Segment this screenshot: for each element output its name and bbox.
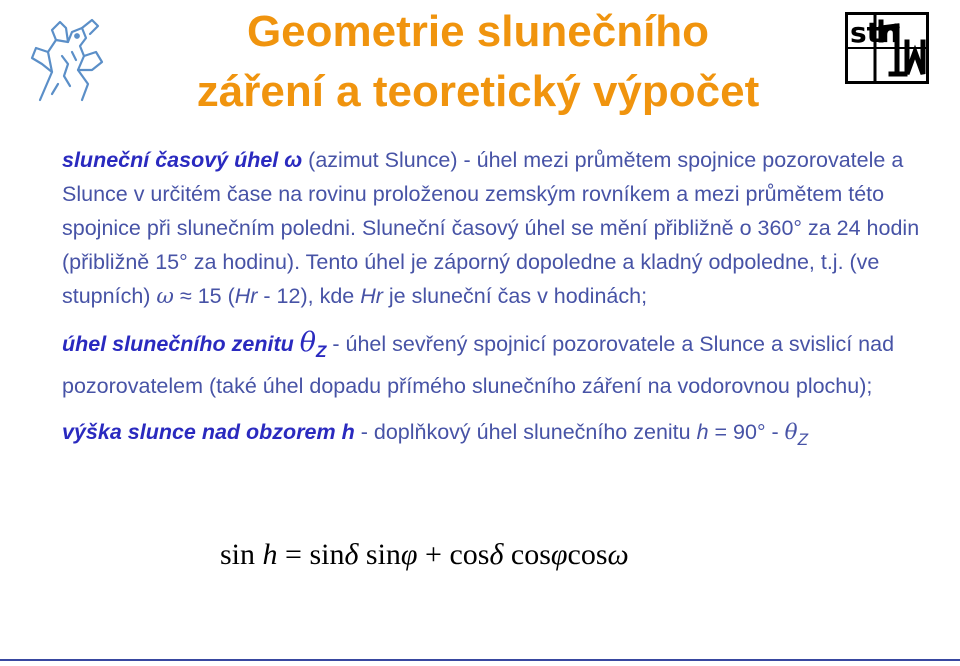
- formula-phi-1: φ: [400, 538, 418, 571]
- hour-angle-end: je sluneční čas v hodinách;: [382, 284, 648, 308]
- title-line-1: Geometrie slunečního: [246, 7, 710, 56]
- formula-cos-3: cos: [567, 538, 608, 571]
- solar-altitude-text-1: - doplňkový úhel slunečního zenitu: [354, 420, 697, 444]
- stn-logo-text: stn: [850, 16, 900, 49]
- formula-delta-2: δ: [489, 538, 504, 571]
- zenith-angle-text: - úhel sevřený spojnicí pozorovatele a Slunce a svislicí nad pozorovatelem (také úhel dopadu přímého slunečního záření na vodorovnou plochu);: [62, 332, 895, 398]
- solar-altitude-formula: [220, 538, 629, 572]
- formula-h: h: [262, 538, 278, 571]
- h-symbol: h: [696, 420, 709, 444]
- solar-altitude-text-2: = 90° -: [708, 420, 785, 444]
- formula-plus: +: [425, 538, 442, 571]
- formula-omega: ω: [607, 538, 629, 571]
- formula-equals: =: [285, 538, 302, 571]
- bottom-divider: [0, 659, 960, 661]
- term-hour-angle: sluneční časový úhel ω: [62, 148, 303, 172]
- approx-text: ≈ 15 (: [173, 284, 235, 308]
- formula-sin-2: sin: [309, 538, 345, 571]
- paragraph-hour-angle: [62, 143, 922, 314]
- formula-sin-3: sin: [365, 538, 401, 571]
- paragraph-zenith-angle: [62, 326, 922, 403]
- hour-angle-text: (azimut Slunce) - úhel mezi průmětem spojnice pozorovatele a Slunce v určitém čase na rovinu proloženou zemským rovníkem a mezi průmětem této spojnice při slunečním poledni. Sluneční časový úhel se mění přibližně o 360° za 24 hodin (přibližně 15° za hodinu). Tento úhel je záporný dopoledne a kladný odpoledne, t.j. (ve stupních): [62, 148, 920, 308]
- title-line-2: záření a teoretický výpočet: [196, 67, 760, 116]
- term-solar-altitude: výška slunce nad obzorem h: [62, 420, 355, 444]
- hr-symbol-2: Hr: [360, 284, 383, 308]
- hr-symbol-1: Hr: [234, 284, 258, 308]
- hour-angle-mid: - 12), kde: [257, 284, 361, 308]
- page-title: [118, 2, 838, 122]
- stn-logo: [845, 12, 929, 84]
- omega-symbol: ω: [156, 284, 174, 309]
- formula-delta-1: δ: [344, 538, 359, 571]
- formula-phi-2: φ: [550, 538, 568, 571]
- formula-sin-1: sin: [220, 538, 256, 571]
- paragraph-solar-altitude: [62, 415, 922, 457]
- theta-subscript: Z: [316, 342, 327, 361]
- formula-cos-2: cos: [510, 538, 551, 571]
- lion-logo-icon: [22, 12, 114, 104]
- theta-subscript-2: Z: [797, 430, 809, 449]
- theta-symbol: θ: [299, 327, 316, 358]
- formula-cos-1: cos: [449, 538, 490, 571]
- term-zenith-angle: úhel slunečního zenitu: [62, 332, 294, 356]
- theta-symbol-2: θ: [784, 420, 798, 445]
- content-body: [62, 143, 922, 457]
